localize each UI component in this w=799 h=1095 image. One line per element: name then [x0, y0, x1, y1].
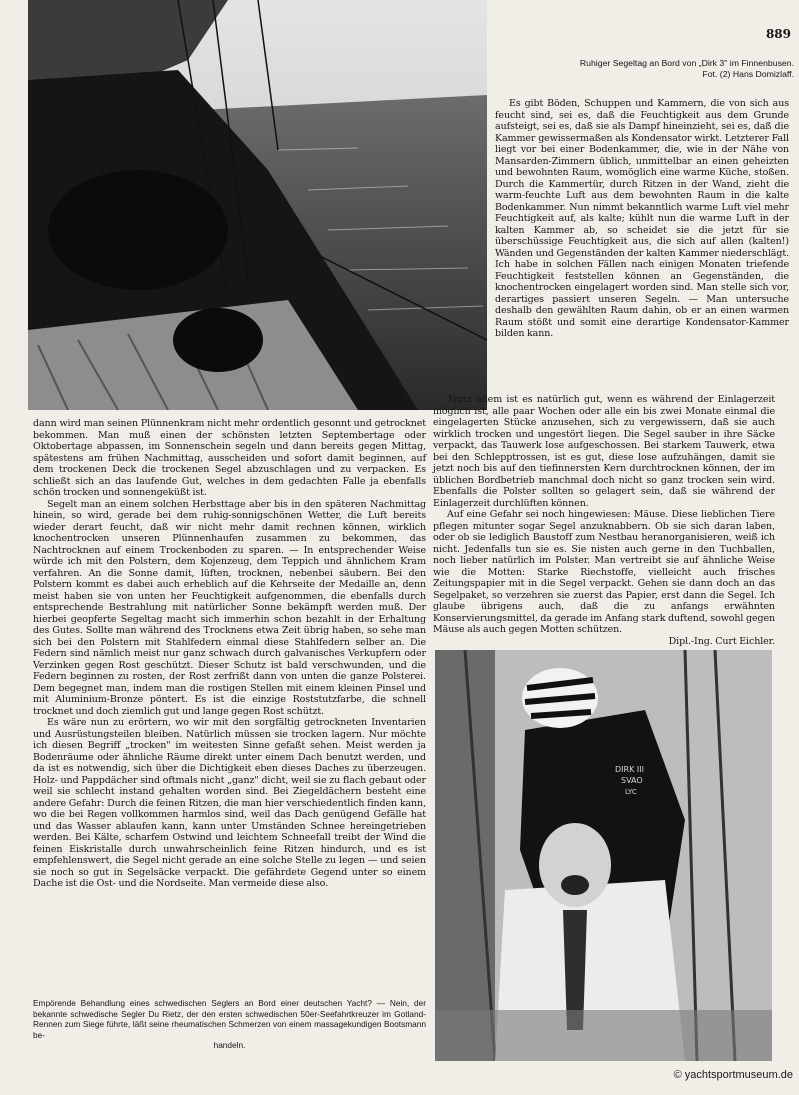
caption-text: Empörende Behandlung eines schwedischen Seglers an Bord einer deutschen Yacht? — Nein, der bekannte schwedische Segler Du Rietz, der den ersten schwedischen 50er-Seefahrtkreuzer im Gotland-Rennen zum Siege führte, läßt seine rheumatischen Schmerzen von einem massagekundigen Bootsmann be- [33, 998, 426, 1040]
copyright-watermark: © yachtsportmuseum.de [673, 1069, 793, 1081]
caption-text-end: handeln. [213, 1040, 246, 1050]
paragraph: Segelt man an einem solchen Herbsttage aber bis in den späteren Nachmittag hinein, so wird, gerade bei dem ruhig-sonnigschönen Wetter, die Luft bereits wieder derart feucht, daß wir nicht mehr damit rechnen können, wirklich knochentrocken unseren Plünnenhaufen zusammen zu bekommen, das Nachtrocknen auf einem Trockenboden zu sparen. — In entsprechender Weise würde ich mit den Polstern, dem Kojenzeug, dem Teppich und ähnlichem Kram verfahren. An die Sonne damit, lüften, trocknen, nebenbei säubern. Bei den Polstern kommt es dabei auch erheblich auf die Kehrseite der Medaille an, denn meist haben sie von unten her Feuchtigkeit aufgenommen, die ebenfalls durch entsprechende Bestrahlung mit natürlicher Sonne bekämpft werden muß. Der hierbei geopferte Segeltag macht sich immerhin schon bezahlt in der Erhaltung des Gutes. Sollte man während des Trocknens etwa Zeit übrig haben, so sehe man sich bei den Polstern mit Stahlfedern einmal diese Stahlfedern selber an. Die Federn sind nämlich meist nur ganz schwach durch galvanisches Verkupfern oder Verzinken gegen Rost geschützt. Dieser Schutz ist bald verschwunden, und die Federn beginnen zu rosten, der Rost zerfrißt dann von unten die ganze Polsterei. Dem begegnet man, indem man die rostigen Stellen mit einem kleinen Pinsel und mit Aluminium-Bronze pöntert. Es ist die einzige Roststutzfarbe, die schnell trocknet und doch ziemlich gut und lange gegen Rost schützt. [33, 498, 426, 717]
top-photo-caption [494, 58, 794, 80]
article-column-left [33, 418, 426, 890]
sweater-text-line: SVAO [621, 776, 643, 785]
article-column-right-top [495, 98, 789, 340]
massage-scene-image [435, 650, 772, 1061]
paragraph: Es wäre nun zu erörtern, wo wir mit den sorgfältig getrockneten Inventarien und Ausrüstungsteilen bleiben. Natürlich müssen sie trocken lagern. Nur möchte ich diesen Begriff „trocken" im weitesten Sinne gefaßt sehen. Meist werden ja Bodenräume oder ähnliche Räume direkt unter einem Dach benutzt werden, und da ist es notwendig, sich über die Dichtigkeit eben dieses Daches zu überzeugen. Holz- und Pappdächer sind oftmals nicht „ganz" dicht, weil sie zu flach gebaut oder weil sie schlecht instand gehalten worden sind. Bei Ziegeldächern besteht eine andere Gefahr: Durch die feinen Ritzen, die man hier verschiedentlich finden kann, wo die bei Regen vollkommen harmlos sind, weil das Dach genügend Gefälle hat und das Wasser ablaufen kann, kann unter Umständen Schnee hereingetrieben werden. Bei Kälte, scharfem Ostwind und leichtem Schneefall treibt der Wind die feinen Eiskristalle durch unwahrscheinlich feine Ritzen hindurch, und es ist empfehlenswert, die Segel nicht gerade an eine solche Stelle zu legen — und seien sie noch so gut in Segelsäcke verpackt. Die gefährdete Gegend unter so einem Dache ist die Ost- und die Nordseite. Man vermeide diese also. [33, 717, 426, 889]
article-column-right-mid [433, 394, 775, 647]
sweater-text-line: LYC [625, 788, 637, 796]
paragraph: dann wird man seinen Plünnenkram nicht mehr ordentlich gesonnt und getrocknet bekommen. Man muß einen der schönsten letzten Septembertage oder Oktobertage abpassen, im Sonnenschein segeln und dann bereits gegen Mittag, spätestens am frühen Nachmittag, ausscheiden und sofort damit beginnen, auf dem trockenen Deck die trockenen Segel abzuschlagen und zu verpacken. Es schließt sich an das laufende Gut, welches in dem gedachten Falle ja ebenfalls schön trocken und sonnengeküßt ist. [33, 418, 426, 498]
page-number: 889 [765, 27, 791, 41]
paragraph: Trotz allem ist es natürlich gut, wenn es während der Einlagerzeit möglich ist, alle paar Wochen oder alle ein bis zwei Monate einmal die eingelagerten Stücke anzusehen, sich zu vergewissern, daß sie auch wirklich trocken und ungestört liegen. Die Segel sauber in ihre Säcke verpackt, das Tauwerk lose aufgeschossen. Bei starkem Tauwerk, etwa bei den Schlepptrossen, ist es gut, diese lose aufzuhängen, damit sie jetzt noch bis auf den tiefinnersten Kern durchtrocknen können, der im üblichen Bordbetrieb manchmal doch nicht so ganz trocken sein wird. Ebenfalls die Polster sollten so gelagert sein, daß sie während der Einlagerzeit durchlüften können. [433, 394, 775, 509]
top-photo [28, 0, 487, 410]
photo-credit: Fot. (2) Hans Domizlaff. [702, 69, 794, 79]
caption-line: Ruhiger Segeltag an Bord von „Dirk 3" im Finnenbusen. [579, 58, 794, 68]
bottom-photo-caption [33, 998, 426, 1051]
sweater-text-line: DIRK III [615, 765, 644, 774]
sailing-deck-image [28, 0, 487, 410]
paragraph: Auf eine Gefahr sei noch hingewiesen: Mäuse. Diese lieblichen Tiere pflegen mitunter sogar Segel anzuknabbern. Ob sie sich daran laben, oder ob sie lediglich Baustoff zum Nestbau heranorganisieren, weiß ich nicht. Jedenfalls tun sie es. Sie nisten auch gerne in den Tuchballen, noch lieber natürlich im Polster. Man vertreibt sie auf ähnliche Weise wie die Motten: Starke Riechstoffe, vielleicht auch frisches Zeitungspapier mit in die Segel verpackt. Gehen sie dann doch an das Segelpaket, so verzehren sie zuerst das Papier, erst dann die Segel. Ich glaube übrigens auch, daß die zu anfangs erwähnten Konservierungsmittel, da gerade im Anfang stark duftend, sowohl gegen Mäuse als auch gegen Motten schützen. [433, 509, 775, 635]
author-signature: Dipl.-Ing. Curt Eichler. [668, 635, 775, 647]
paragraph: Es gibt Böden, Schuppen und Kammern, die von sich aus feucht sind, sei es, daß die Feuchtigkeit aus dem Grunde aufsteigt, sei es, daß sie als Dampf hineinzieht, sei es, daß die Kammer gewissermaßen als Kondensator wirkt. Letzterer Fall liegt vor bei einer Bodenkammer, die, wie in der Nähe von Mansarden-Zimmern üblich, unmittelbar an einen geheizten und bewohnten Raum, womöglich eine warme Küche, stoßen. Durch die Kammertür, durch Ritzen in der Wand, zieht die warm-feuchte Luft aus dem bewohnten Raum in die kalte Bodenkammer. Nun nimmt bekanntlich warme Luft viel mehr Feuchtigkeit auf, als kalte; kühlt nun die warme Luft in der kalten Kammer ab, so scheidet sie die jetzt für sie überschüssige Feuchtigkeit aus, die sich auf allen (kalten!) Wänden und Gegenständen der kalten Kammer niederschlägt. Ich habe in solchen Fällen nach einigen Monaten triefende Feuchtigkeit feststellen können an Gegenständen, die knochentrocken eingelagert worden sind. Man stelle sich vor, derartiges passiert unseren Segeln. — Man untersuche deshalb den gewählten Raum dahin, ob er an einen warmen Raum stößt und somit eine derartige Kondensator-Kammer bilden kann. [495, 98, 789, 339]
bottom-photo [435, 650, 772, 1061]
